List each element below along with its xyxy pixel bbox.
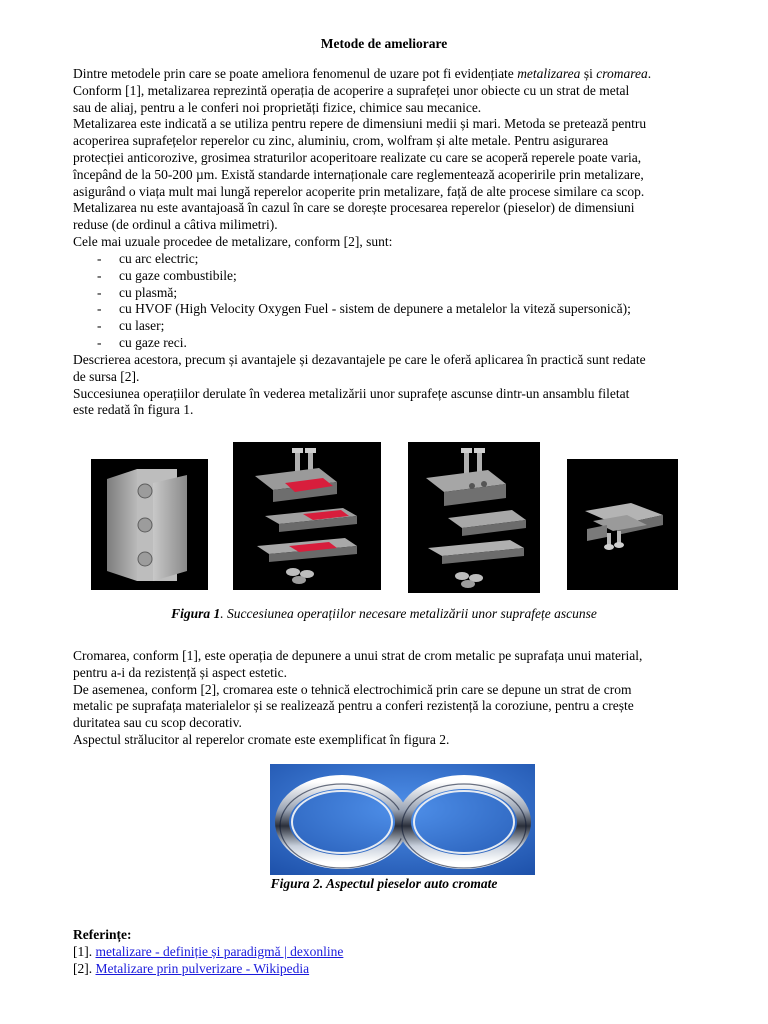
intro-line-3: sau de aliaj, pentru a le conferi noi proprietăți fizice, chimice sau mecanice. xyxy=(73,99,482,115)
intro-line-7: începând de la 50-200 µm. Există standarde internaționale care reglementează acoperirile prin metalizare, xyxy=(73,166,644,182)
exploded-masked-image xyxy=(233,442,381,590)
intro-line-9: Metalizarea nu este avantajoasă în cazul în care se dorește procesarea reperelor (pieselor) de dimensiuni xyxy=(73,200,635,216)
references-heading: Referințe: xyxy=(73,927,132,942)
intro-line-1: Dintre metodele prin care se poate ameliora fenomenul de uzare pot fi evidențiate metalizarea și cromarea. xyxy=(73,66,652,81)
intro-line-10: reduse (de ordinul a câtiva milimetri). xyxy=(73,217,278,233)
chrome-line-1: Cromarea, conform [1], este operația de depunere a unui strat de crom metalic pe suprafața unui material, xyxy=(73,648,643,663)
figure2-caption: Figura 2. Aspectul pieselor auto cromate xyxy=(270,876,498,891)
chrome-line-4: metalic pe suprafața materialelor și se realizează pentru a conferi rezistență la coroziune, pentru a crește xyxy=(73,698,634,714)
chrome-line-2: pentru a-i da rezistență și aspect estetic. xyxy=(73,664,288,680)
assembled-plates-image xyxy=(91,459,208,590)
after-list-paragraph xyxy=(73,352,713,419)
page-title: Metode de ameliorare xyxy=(320,36,448,51)
em-cromarea: cromarea xyxy=(596,66,648,81)
final-assembly-image xyxy=(567,459,678,590)
references-section xyxy=(73,927,713,977)
figure1-panel-2-exploded-masked xyxy=(233,442,381,590)
reference-item-1: [1]. metalizare - definiție și paradigmă | dexonline xyxy=(73,943,344,959)
reference-link-2[interactable]: Metalizare prin pulverizare - Wikipedia xyxy=(95,960,310,976)
intro-line-2: Conform [1], metalizarea reprezintă operația de acoperire a suprafeței unor obiecte cu un strat de metal xyxy=(73,82,630,98)
chrome-line-6: Aspectul strălucitor al reperelor cromate este exemplificat în figura 2. xyxy=(73,731,450,747)
intro-line-6: protecției anticorozive, grosimea straturilor acoperitoare realizate cu care se acoperă reperele poate varia, xyxy=(73,149,642,165)
figure1-caption: Figura 1. Succesiunea operațiilor necesare metalizării unor suprafețe ascunse xyxy=(171,606,597,621)
intro-line-4: Metalizarea este indicată a se utiliza pentru repere de dimensiuni medii și mari. Metoda se pretează pentru xyxy=(73,116,647,132)
figure1-caption-label: Figura 1 xyxy=(171,606,221,621)
figure1-panel-4-final-assembly xyxy=(567,459,678,590)
em-metalizarea: metalizarea xyxy=(517,66,581,81)
chrome-paragraph xyxy=(73,648,713,749)
reference-link-1[interactable]: metalizare - definiție și paradigmă | dexonline xyxy=(95,943,344,959)
intro-line-8: asigurând o viața mult mai lungă reperelor acoperite prin metalizare, față de alte procese similare ca scop. xyxy=(73,183,645,199)
chrome-rings-image xyxy=(270,764,535,875)
after-list-line-1: Descrierea acestora, precum și avantajele și dezavantajele pe care le oferă aplicarea în practică sunt redate xyxy=(73,352,646,367)
figure2-chrome-rings-photo xyxy=(270,764,535,875)
reference-item-2: [2]. Metalizare prin pulverizare - Wikipedia xyxy=(73,960,310,976)
intro-line-11: Cele mai uzuale procedee de metalizare, conform [2], sunt: xyxy=(73,233,393,249)
intro-line-5: acoperirea suprafețelor reperelor cu zinc, aluminiu, crom, wolfram și alte metale. Pentru asigurarea xyxy=(73,133,609,149)
after-list-line-3: Succesiunea operațiilor derulate în vederea metalizării unor suprafețe ascunse dintr-un ansamblu filetat xyxy=(73,385,630,401)
after-list-line-2: de sursa [2]. xyxy=(73,368,140,384)
figure1-panel-3-exploded-metalized xyxy=(408,442,540,593)
exploded-metalized-image xyxy=(408,442,540,593)
chrome-line-5: duritatea sau cu scop decorativ. xyxy=(73,715,242,731)
chrome-line-3: De asemenea, conform [2], cromarea este o tehnică electrochimică prin care se depune un strat de crom xyxy=(73,681,632,697)
after-list-line-4: este redată în figura 1. xyxy=(73,402,194,418)
intro-paragraph xyxy=(73,66,713,251)
figure1-panel-1-assembly xyxy=(91,459,208,590)
